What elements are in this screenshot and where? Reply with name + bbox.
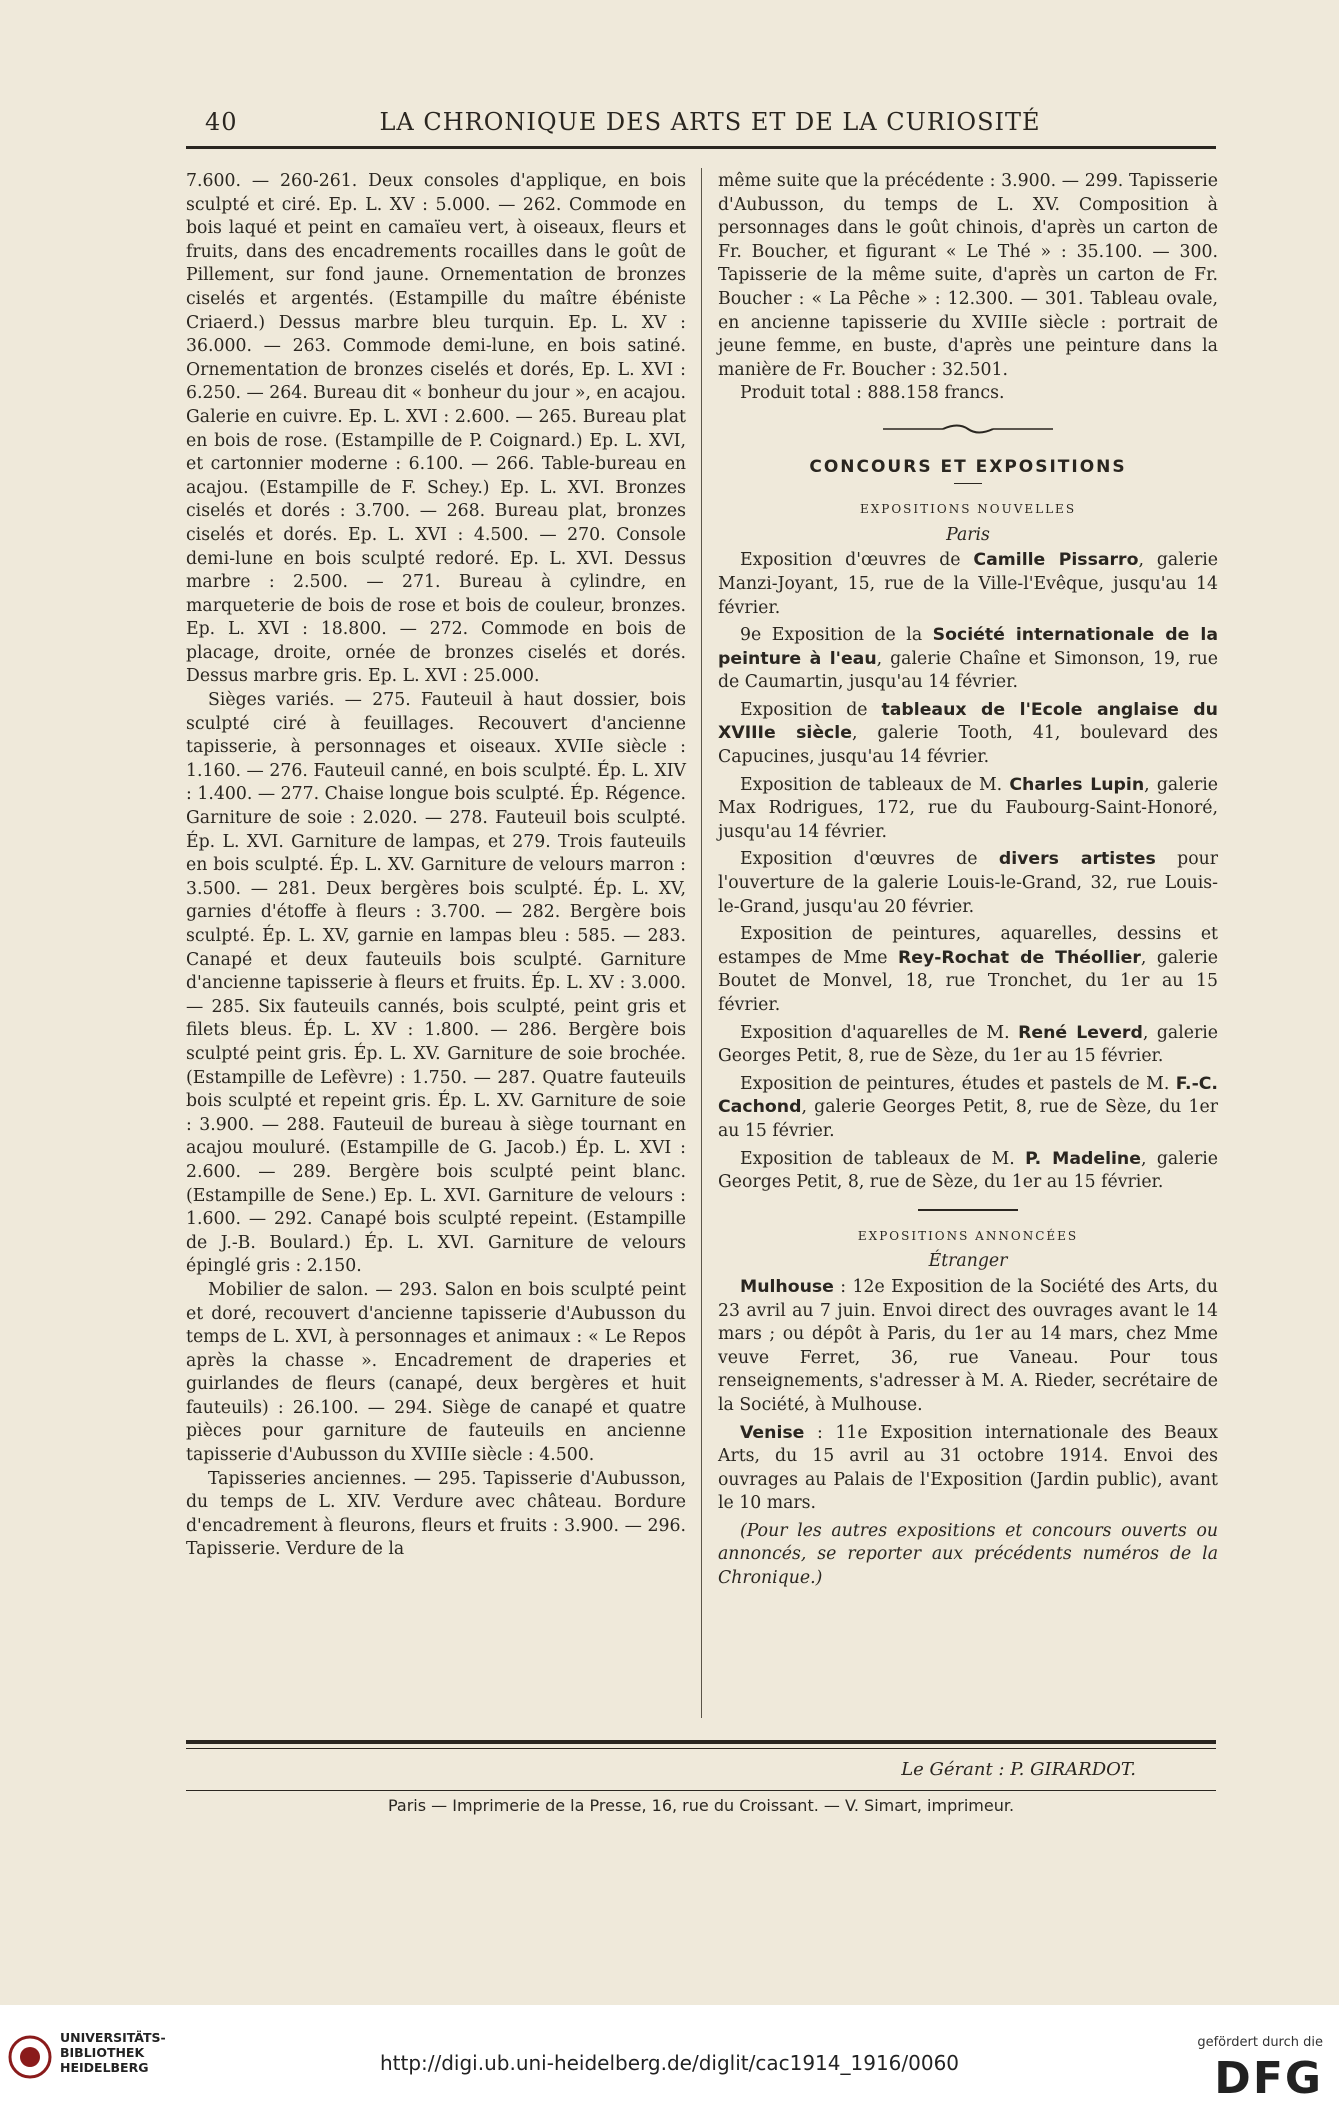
- exhibition-entry: Exposition de peintures, études et pastels de M. F.-C. Cachond, galerie Georges Petit, 8, rue de Sèze, du 1er au 15 février.: [718, 1073, 1218, 1141]
- city-heading-paris: Paris: [946, 524, 990, 545]
- short-rule: [954, 483, 982, 484]
- dfg-logo-icon: DFG: [1214, 2053, 1323, 2104]
- city-heading-abroad: Étranger: [928, 1251, 1008, 1272]
- subsection-announced: EXPOSITIONS ANNONCÉES: [857, 1228, 1079, 1243]
- section-rule: [918, 1209, 1018, 1211]
- exhibition-entry: Exposition de tableaux de M. Charles Lupin, galerie Max Rodrigues, 172, rue du Faubourg-Saint-Honoré, jusqu'au 14 février.: [718, 774, 1218, 842]
- permalink-url[interactable]: http://digi.ub.uni-heidelberg.de/diglit/cac1914_1916/0060: [379, 2051, 960, 2075]
- column-divider: [701, 168, 702, 1718]
- imprint-line: Paris — Imprimerie de la Presse, 16, rue du Croissant. — V. Simart, imprimeur.: [387, 1796, 1015, 1815]
- continuation-paragraph: même suite que la précédente : 3.900. — 299. Tapisserie d'Aubusson, du temps de L. XV. Composition à personnages dans le goût chinois, d'après un carton de Fr. Boucher, et figurant « Le Thé » : 35.100. — 300. Tapisserie de la même suite, d'après un carton de Fr. Boucher : « La Pêche » : 12.300. — 301. Tableau ovale, en ancienne tapisserie du XVIIIe siècle : portrait de jeune femme, en buste, d'après une peinture dans la manière de Fr. Boucher : 32.501.: [718, 171, 1218, 380]
- left-paragraph: Sièges variés. — 275. Fauteuil à haut dossier, bois sculpté ciré à feuillages. Recouvert d'ancienne tapisserie, à personnages et oiseaux. XVIIe siècle : 1.160. — 276. Fauteuil canné, en bois sculpté. Ép. L. XIV : 1.400. — 277. Chaise longue bois sculpté. Ép. Régence. Garniture de soie : 2.020. — 278. Fauteuil bois sculpté. Ép. L. XVI. Garniture de lampas, et 279. Trois fauteuils en bois sculpté. Ép. L. XV. Garniture de velours marron : 3.500. — 281. Deux bergères bois sculpté. Ép. L. XV, garnies d'étoffe à fleurs : 3.700. — 282. Bergère bois sculpté. Ép. L. XV, garnie en lampas bleu : 585. — 283. Canapé et deux fauteuils bois sculpté. Garniture d'ancienne tapisserie à fleurs et fruits. Ép. L. XV : 3.000. — 285. Six fauteuils cannés, bois sculpté, peint gris et filets bleus. Ép. L. XV : 1.800. — 286. Bergère bois sculpté peint gris. Ép. L. XV. Garniture de soie brochée. (Estampille de Lefèvre) : 1.750. — 287. Quatre fauteuils bois sculpté et repeint gris. Ép. L. XV. Garniture de soie : 3.900. — 288. Fauteuil de bureau à siège tournant en acajou mouluré. (Estampille de G. Jacob.) Ép. L. XVI : 2.600. — 289. Bergère bois sculpté peint blanc. (Estampille de Sene.) Ep. L. XVI. Garniture de velours : 1.600. — 292. Canapé bois sculpté repeint. (Estampille de J.-B. Boulard.) Ép. L. XVI. Garniture de velours épinglé gris : 2.150.: [186, 690, 686, 1277]
- left-paragraph: Tapisseries anciennes. — 295. Tapisserie d'Aubusson, du temps de L. XIV. Verdure avec château. Bordure d'encadrement à fleurons, fleurs et fruits : 3.900. — 296. Tapisserie. Verdure de la: [186, 1468, 686, 1560]
- gerant-line: Le Gérant : P. GIRARDOT.: [901, 1759, 1136, 1780]
- digitization-bar: [0, 2005, 1339, 2117]
- exhibition-entry: Exposition de tableaux de l'Ecole anglaise du XVIIIe siècle, galerie Tooth, 41, boulevard des Capucines, jusqu'au 14 février.: [718, 699, 1218, 768]
- editorial-note: (Pour les autres expositions et concours ouverts ou annoncés, se reporter aux précédents numéros de la Chronique.): [718, 1520, 1218, 1589]
- imprint-rule: [186, 1790, 1216, 1791]
- page-heading: LA CHRONIQUE DES ARTS ET DE LA CURIOSITÉ: [379, 108, 1041, 136]
- page-number: 40: [205, 108, 238, 136]
- section-title: CONCOURS ET EXPOSITIONS: [809, 456, 1127, 477]
- exhibition-entry: Exposition d'aquarelles de M. René Leverd, galerie Georges Petit, 8, rue de Sèze, du 1er au 15 février.: [718, 1022, 1218, 1067]
- funder-text: gefördert durch die: [1197, 2035, 1323, 2050]
- institution-name: UNIVERSITÄTS- BIBLIOTHEK HEIDELBERG: [60, 2030, 166, 2075]
- right-column: [718, 170, 1218, 1591]
- exhibition-entry: 9e Exposition de la Société internationale de la peinture à l'eau, galerie Chaîne et Simonson, 19, rue de Caumartin, jusqu'au 14 février.: [718, 625, 1219, 693]
- left-paragraph: 7.600. — 260-261. Deux consoles d'applique, en bois sculpté et ciré. Ep. L. XV : 5.000. — 262. Commode en bois laqué et peint en camaïeu vert, à oiseaux, fleurs et fruits, dans des encadrements rocailles dans le goût de Pillement, sur fond jaune. Ornementation de bronzes ciselés et argentés. (Estampille du maître ébéniste Criaerd.) Dessus marbre bleu turquin. Ep. L. XV : 36.000. — 263. Commode demi-lune, en bois satiné. Ornementation de bronzes ciselés et dorés, Ep. L. XVI : 6.250. — 264. Bureau dit « bonheur du jour », en acajou. Galerie en cuivre. Ep. L. XVI : 2.600. — 265. Bureau plat en bois de rose. (Estampille de P. Coignard.) Ep. L. XVI, et cartonnier moderne : 6.100. — 266. Table-bureau en acajou. (Estampille de F. Schey.) Ep. L. XVI. Bronzes ciselés et dorés : 3.700. — 268. Bureau plat, bronzes ciselés et dorés. Ep. L. XVI : 4.500. — 270. Console demi-lune en bois sculpté redoré. Ep. L. XVI. Dessus marbre : 2.500. — 271. Bureau à cylindre, en marqueterie de bois de rose et bois de couleur, bronzes. Ep. L. XVI : 18.800. — 272. Commode en bois de placage, droite, ornée de bronzes ciselés et dorés. Dessus marbre gris. Ep. L. XVI : 25.000.: [186, 171, 686, 687]
- exhibition-entry: Exposition d'œuvres de Camille Pissarro, galerie Manzi-Joyant, 15, rue de la Ville-l'Evêque, jusqu'au 14 février.: [718, 550, 1218, 618]
- ornament-divider: [718, 420, 1218, 444]
- exhibition-entry: Exposition d'œuvres de divers artistes pour l'ouverture de la galerie Louis-le-Grand, 32, rue Louis-le-Grand, jusqu'au 20 février.: [718, 849, 1218, 917]
- running-head: [205, 108, 1215, 142]
- footer-rule: [186, 1740, 1216, 1744]
- exhibition-entry: Exposition de peintures, aquarelles, dessins et estampes de Mme Rey-Rochat de Théollier, galerie Boutet de Monvel, 18, rue Tronchet, du 1er au 15 février.: [718, 924, 1219, 1015]
- ornament-flourish-icon: [883, 422, 1053, 436]
- left-paragraph: Mobilier de salon. — 293. Salon en bois sculpté peint et doré, recouvert d'ancienne tapisserie d'Aubusson du temps de L. XVI, à personnages et animaux : « Le Repos après la chasse ». Encadrement de draperies et guirlandes de fleurs (canapé, deux bergères et huit fauteuils) : 26.100. — 294. Siège de canapé et quatre pièces pour garniture de fauteuils en ancienne tapisserie d'Aubusson du XVIIIe siècle : 4.500.: [186, 1279, 686, 1466]
- exhibition-entry: Mulhouse : 12e Exposition de la Société des Arts, du 23 avril au 7 juin. Envoi direct des ouvrages avant le 14 mars ; ou dépôt à Paris, du 1er au 14 mars, chez Mme veuve Ferret, 36, rue Vaneau. Pour tous renseignements, s'adresser à M. A. Rieder, secrétaire de la Société, à Mulhouse.: [718, 1276, 1218, 1415]
- exhibition-entry: Venise : 11e Exposition internationale des Beaux Arts, du 15 avril au 31 octobre 1914. Envoi des ouvrages au Palais de l'Exposition (Jardin public), avant le 10 mars.: [718, 1422, 1218, 1514]
- left-column: [186, 170, 686, 1562]
- exhibition-entry: Exposition de tableaux de M. P. Madeline, galerie Georges Petit, 8, rue de Sèze, du 1er au 15 février.: [718, 1148, 1218, 1193]
- header-rule: [186, 146, 1216, 149]
- subsection-new: EXPOSITIONS NOUVELLES: [859, 502, 1077, 517]
- total-line: Produit total : 888.158 francs.: [740, 383, 1005, 404]
- footer-rule-thin: [186, 1748, 1216, 1749]
